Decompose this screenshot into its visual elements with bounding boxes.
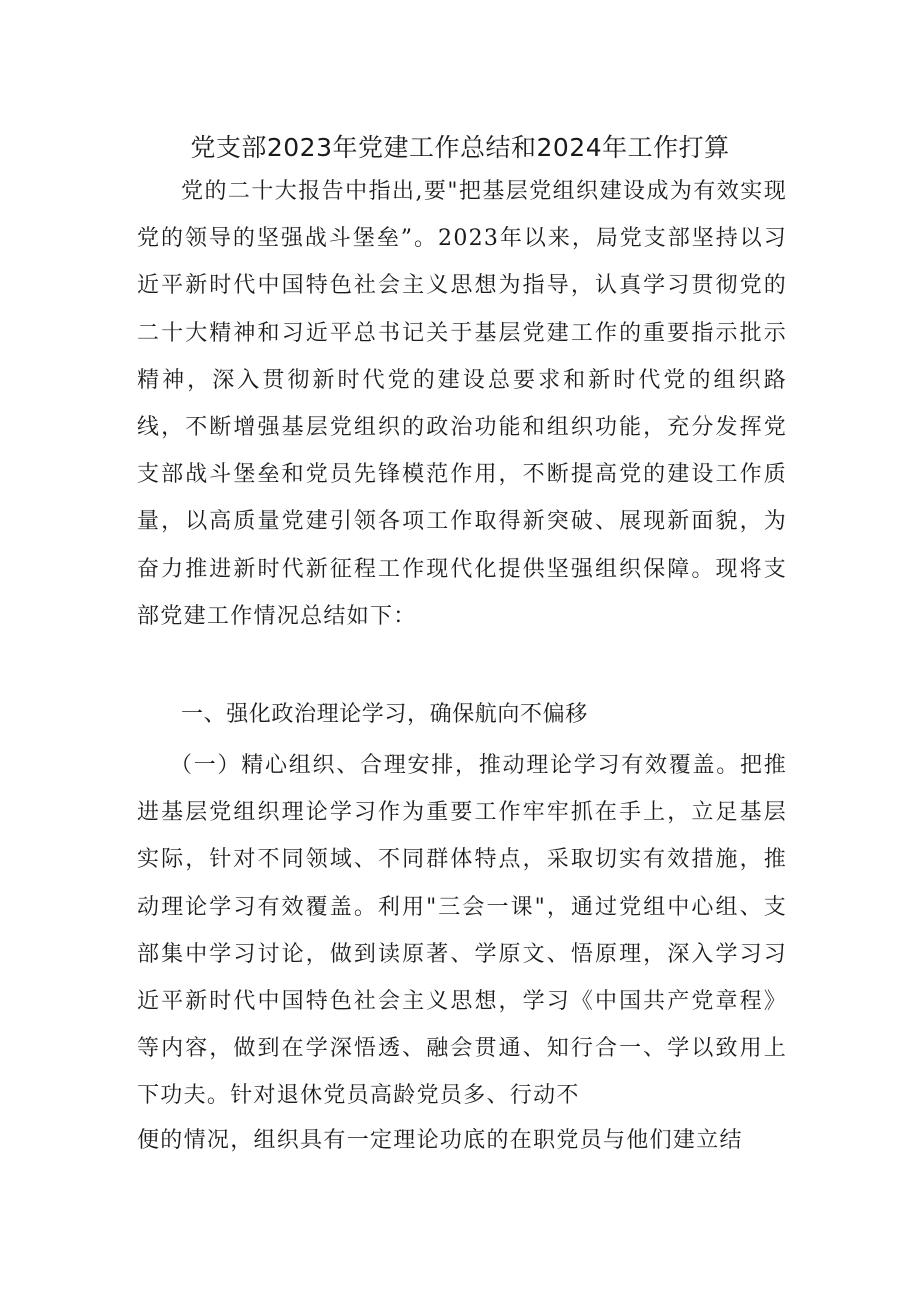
section-heading: 一、强化政治理论学习，确保航向不偏移 <box>181 702 588 727</box>
document-title: 党支部2023年党建工作总结和2024年工作打算 <box>190 133 730 162</box>
intro-paragraph: 党的二十大报告中指出,要"把基层党组织建设成为有效实现党的领导的坚强战斗堡垒”。2023年以来，局党支部坚持以习近平新时代中国特色社会主义思想为指导，认真学习贯彻党的二十大精神和习近平总书记关于基层党建工作的重要指示批示精神，深入贯彻新时代党的建设总要求和新时代党的组织路线，不断增强基层党组织的政治功能和组织功能，充分发挥党支部战斗堡垒和党员先锋模范作用，不断提高党的建设工作质量，以高质量党建引领各项工作取得新突破、展现新面貌，为奋力推进新时代新征程工作现代化提供坚强组织保障。现将支部党建工作情况总结如下： <box>137 179 787 629</box>
subsection-paragraph: （一）精心组织、合理安排，推动理论学习有效覆盖。把推进基层党组织理论学习作为重要工作牢牢抓在手上，立足基层实际，针对不同领域、不同群体特点，采取切实有效措施，推动理论学习有效覆盖。利用"三会一课"，通过党组中心组、支部集中学习讨论，做到读原著、学原文、悟原理，深入学习习近平新时代中国特色社会主义思想，学习《中国共产党章程》等内容，做到在学深悟透、融会贯通、知行合一、学以致用上下功夫。针对退休党员高龄党员多、行动不 <box>137 753 787 1109</box>
continuation-paragraph: 便的情况，组织具有一定理论功底的在职党员与他们建立结 <box>137 1128 743 1153</box>
